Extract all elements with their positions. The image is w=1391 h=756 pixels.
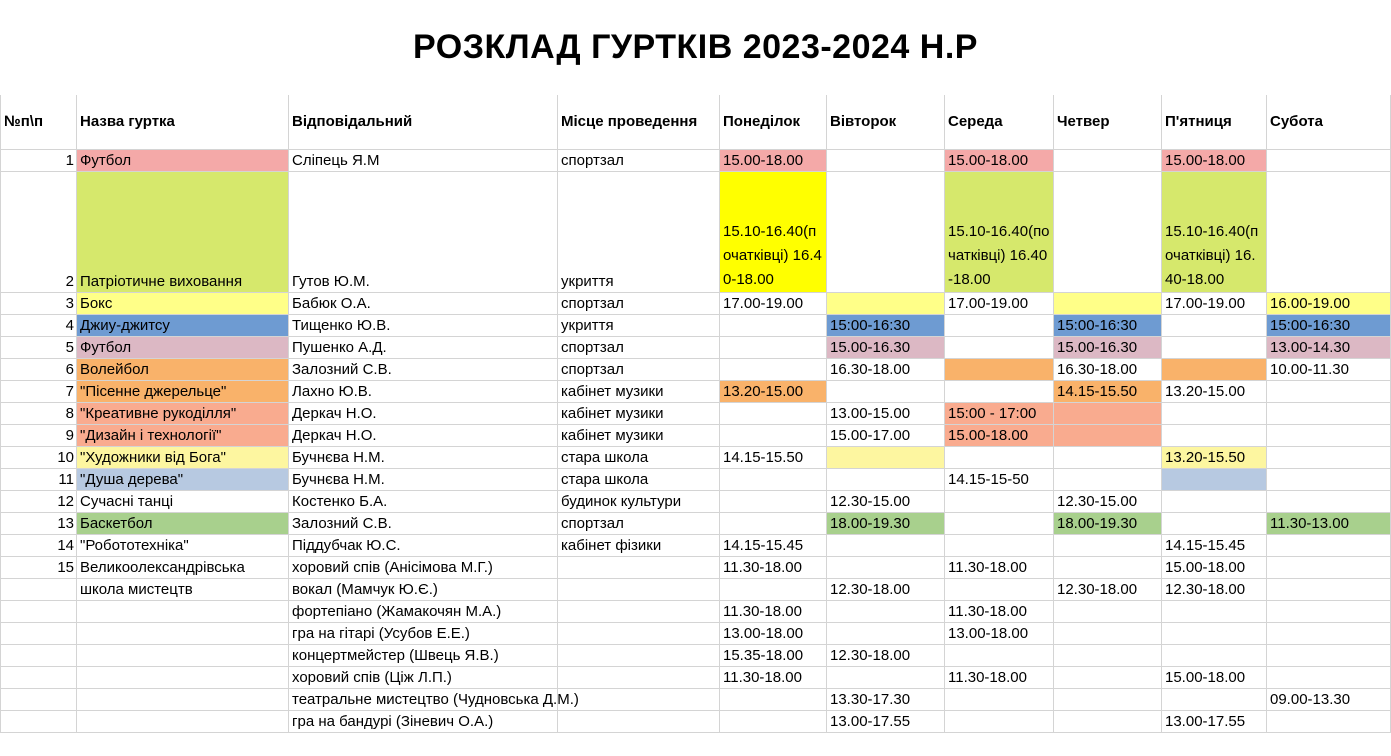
cell-wednesday[interactable]: 15:00 - 17:00 bbox=[945, 402, 1054, 424]
cell-thursday[interactable] bbox=[1054, 688, 1162, 710]
cell-saturday[interactable] bbox=[1267, 380, 1391, 402]
cell-friday[interactable] bbox=[1162, 314, 1267, 336]
cell-saturday[interactable] bbox=[1267, 424, 1391, 446]
cell-responsible[interactable]: гра на гітарі (Усубов Е.Е.) bbox=[289, 622, 558, 644]
cell-friday[interactable]: 13.20-15.50 bbox=[1162, 446, 1267, 468]
cell-responsible[interactable]: Бучнєва Н.М. bbox=[289, 446, 558, 468]
cell-responsible[interactable]: Костенко Б.А. bbox=[289, 490, 558, 512]
cell-monday[interactable] bbox=[720, 578, 827, 600]
cell-number[interactable] bbox=[1, 644, 77, 666]
cell-wednesday[interactable]: 14.15-15-50 bbox=[945, 468, 1054, 490]
cell-monday[interactable]: 14.15-15.50 bbox=[720, 446, 827, 468]
cell-number[interactable] bbox=[1, 710, 77, 732]
cell-friday[interactable]: 13.00-17.55 bbox=[1162, 710, 1267, 732]
cell-location[interactable] bbox=[558, 666, 720, 688]
cell-location[interactable]: кабінет музики bbox=[558, 424, 720, 446]
cell-tuesday[interactable]: 18.00-19.30 bbox=[827, 512, 945, 534]
cell-saturday[interactable]: 09.00-13.30 bbox=[1267, 688, 1391, 710]
cell-monday[interactable]: 11.30-18.00 bbox=[720, 556, 827, 578]
cell-location[interactable]: спортзал bbox=[558, 358, 720, 380]
cell-location[interactable]: спортзал bbox=[558, 292, 720, 314]
cell-thursday[interactable]: 16.30-18.00 bbox=[1054, 358, 1162, 380]
cell-thursday[interactable]: 18.00-19.30 bbox=[1054, 512, 1162, 534]
table-row bbox=[1, 149, 1391, 171]
cell-wednesday[interactable]: 17.00-19.00 bbox=[945, 292, 1054, 314]
cell-saturday[interactable] bbox=[1267, 149, 1391, 171]
cell-number[interactable]: 11 bbox=[1, 468, 77, 490]
table-row bbox=[1, 424, 1391, 446]
table-row bbox=[1, 314, 1391, 336]
cell-saturday[interactable] bbox=[1267, 446, 1391, 468]
table-row bbox=[1, 336, 1391, 358]
cell-number[interactable]: 9 bbox=[1, 424, 77, 446]
cell-location[interactable]: будинок культури bbox=[558, 490, 720, 512]
cell-tuesday[interactable] bbox=[827, 666, 945, 688]
cell-club-name[interactable]: "Художники від Бога" bbox=[77, 446, 289, 468]
cell-thursday[interactable]: 15:00-16:30 bbox=[1054, 314, 1162, 336]
cell-club-name[interactable] bbox=[77, 710, 289, 732]
cell-number[interactable]: 3 bbox=[1, 292, 77, 314]
table-row bbox=[1, 666, 1391, 688]
schedule-table bbox=[0, 95, 1391, 733]
cell-saturday[interactable] bbox=[1267, 490, 1391, 512]
cell-responsible[interactable]: Сліпець Я.М bbox=[289, 149, 558, 171]
cell-friday[interactable] bbox=[1162, 622, 1267, 644]
cell-club-name[interactable]: Сучасні танці bbox=[77, 490, 289, 512]
cell-responsible[interactable]: хоровий спів (Анісімова М.Г.) bbox=[289, 556, 558, 578]
cell-number[interactable]: 6 bbox=[1, 358, 77, 380]
table-row bbox=[1, 446, 1391, 468]
cell-responsible[interactable]: Тищенко Ю.В. bbox=[289, 314, 558, 336]
cell-location[interactable] bbox=[558, 710, 720, 732]
cell-number[interactable]: 13 bbox=[1, 512, 77, 534]
cell-thursday[interactable] bbox=[1054, 171, 1162, 292]
cell-friday[interactable] bbox=[1162, 358, 1267, 380]
cell-friday[interactable]: 17.00-19.00 bbox=[1162, 292, 1267, 314]
cell-responsible[interactable]: фортепіано (Жамакочян М.А.) bbox=[289, 600, 558, 622]
cell-friday[interactable] bbox=[1162, 424, 1267, 446]
cell-club-name[interactable]: Патріотичне виховання bbox=[77, 171, 289, 292]
cell-responsible[interactable]: Піддубчак Ю.С. bbox=[289, 534, 558, 556]
cell-number[interactable]: 2 bbox=[1, 171, 77, 292]
cell-location[interactable]: спортзал bbox=[558, 512, 720, 534]
cell-club-name[interactable]: Джиу-джитсу bbox=[77, 314, 289, 336]
column-header-responsible: Відповідальний bbox=[289, 95, 558, 149]
cell-thursday[interactable] bbox=[1054, 622, 1162, 644]
cell-friday[interactable] bbox=[1162, 688, 1267, 710]
cell-wednesday[interactable] bbox=[945, 644, 1054, 666]
cell-tuesday[interactable] bbox=[827, 600, 945, 622]
cell-wednesday[interactable] bbox=[945, 336, 1054, 358]
cell-club-name[interactable] bbox=[77, 600, 289, 622]
cell-saturday[interactable] bbox=[1267, 556, 1391, 578]
cell-tuesday[interactable] bbox=[827, 380, 945, 402]
cell-wednesday[interactable]: 13.00-18.00 bbox=[945, 622, 1054, 644]
cell-tuesday[interactable]: 12.30-18.00 bbox=[827, 644, 945, 666]
cell-location[interactable]: кабінет фізики bbox=[558, 534, 720, 556]
cell-saturday[interactable] bbox=[1267, 710, 1391, 732]
cell-wednesday[interactable] bbox=[945, 710, 1054, 732]
cell-responsible[interactable]: Гутов Ю.М. bbox=[289, 171, 558, 292]
table-row bbox=[1, 358, 1391, 380]
cell-tuesday[interactable]: 12.30-18.00 bbox=[827, 578, 945, 600]
table-row bbox=[1, 578, 1391, 600]
table-row bbox=[1, 171, 1391, 292]
table-row bbox=[1, 512, 1391, 534]
table-row bbox=[1, 468, 1391, 490]
cell-friday[interactable]: 15.00-18.00 bbox=[1162, 556, 1267, 578]
cell-wednesday[interactable] bbox=[945, 358, 1054, 380]
cell-thursday[interactable] bbox=[1054, 556, 1162, 578]
cell-monday[interactable] bbox=[720, 402, 827, 424]
cell-thursday[interactable] bbox=[1054, 666, 1162, 688]
cell-saturday[interactable] bbox=[1267, 171, 1391, 292]
table-row bbox=[1, 622, 1391, 644]
cell-location[interactable] bbox=[558, 578, 720, 600]
cell-number[interactable] bbox=[1, 600, 77, 622]
cell-saturday[interactable] bbox=[1267, 600, 1391, 622]
cell-responsible[interactable]: театральне мистецтво (Чудновська Д.М.) bbox=[289, 688, 558, 710]
cell-club-name[interactable]: "Душа дерева" bbox=[77, 468, 289, 490]
cell-tuesday[interactable] bbox=[827, 171, 945, 292]
cell-monday[interactable] bbox=[720, 314, 827, 336]
cell-monday[interactable]: 13.00-18.00 bbox=[720, 622, 827, 644]
cell-tuesday[interactable]: 16.30-18.00 bbox=[827, 358, 945, 380]
cell-location[interactable]: укриття bbox=[558, 314, 720, 336]
cell-wednesday[interactable] bbox=[945, 512, 1054, 534]
cell-number[interactable] bbox=[1, 688, 77, 710]
cell-tuesday[interactable]: 13.30-17.30 bbox=[827, 688, 945, 710]
cell-friday[interactable]: 14.15-15.45 bbox=[1162, 534, 1267, 556]
column-header-friday: П'ятниця bbox=[1162, 95, 1267, 149]
column-header-location: Місце проведення bbox=[558, 95, 720, 149]
column-header-club-name: Назва гуртка bbox=[77, 95, 289, 149]
table-row bbox=[1, 600, 1391, 622]
cell-tuesday[interactable]: 12.30-15.00 bbox=[827, 490, 945, 512]
cell-wednesday[interactable] bbox=[945, 688, 1054, 710]
cell-location[interactable] bbox=[558, 622, 720, 644]
cell-thursday[interactable]: 12.30-15.00 bbox=[1054, 490, 1162, 512]
cell-friday[interactable]: 13.20-15.00 bbox=[1162, 380, 1267, 402]
cell-wednesday[interactable] bbox=[945, 534, 1054, 556]
column-header-monday: Понеділок bbox=[720, 95, 827, 149]
cell-thursday[interactable]: 14.15-15.50 bbox=[1054, 380, 1162, 402]
table-row bbox=[1, 490, 1391, 512]
cell-responsible[interactable]: Лахно Ю.В. bbox=[289, 380, 558, 402]
cell-location[interactable]: стара школа bbox=[558, 468, 720, 490]
cell-tuesday[interactable]: 15.00-17.00 bbox=[827, 424, 945, 446]
cell-responsible[interactable]: гра на бандурі (Зіневич О.А.) bbox=[289, 710, 558, 732]
cell-club-name[interactable]: школа мистецтв bbox=[77, 578, 289, 600]
cell-thursday[interactable] bbox=[1054, 600, 1162, 622]
cell-saturday[interactable] bbox=[1267, 666, 1391, 688]
cell-friday[interactable] bbox=[1162, 600, 1267, 622]
cell-monday[interactable] bbox=[720, 512, 827, 534]
cell-friday[interactable] bbox=[1162, 490, 1267, 512]
cell-saturday[interactable] bbox=[1267, 468, 1391, 490]
cell-responsible[interactable]: вокал (Мамчук Ю.Є.) bbox=[289, 578, 558, 600]
cell-location[interactable]: кабінет музики bbox=[558, 380, 720, 402]
table-row bbox=[1, 556, 1391, 578]
cell-saturday[interactable]: 15:00-16:30 bbox=[1267, 314, 1391, 336]
cell-thursday[interactable] bbox=[1054, 468, 1162, 490]
cell-tuesday[interactable] bbox=[827, 556, 945, 578]
cell-wednesday[interactable]: 11.30-18.00 bbox=[945, 556, 1054, 578]
cell-location[interactable]: спортзал bbox=[558, 336, 720, 358]
cell-tuesday[interactable]: 13.00-17.55 bbox=[827, 710, 945, 732]
cell-wednesday[interactable]: 11.30-18.00 bbox=[945, 666, 1054, 688]
cell-wednesday[interactable]: 15.10-16.40(початківці) 16.40-18.00 bbox=[945, 171, 1054, 292]
cell-monday[interactable] bbox=[720, 710, 827, 732]
table-row bbox=[1, 402, 1391, 424]
cell-responsible[interactable]: Залозний С.В. bbox=[289, 358, 558, 380]
column-header-saturday: Субота bbox=[1267, 95, 1391, 149]
column-header-tuesday: Вівторок bbox=[827, 95, 945, 149]
cell-club-name[interactable] bbox=[77, 622, 289, 644]
cell-monday[interactable]: 11.30-18.00 bbox=[720, 666, 827, 688]
cell-monday[interactable]: 13.20-15.00 bbox=[720, 380, 827, 402]
cell-club-name[interactable]: "Пісенне джерельце" bbox=[77, 380, 289, 402]
table-row bbox=[1, 380, 1391, 402]
cell-thursday[interactable]: 15.00-16.30 bbox=[1054, 336, 1162, 358]
cell-tuesday[interactable] bbox=[827, 149, 945, 171]
cell-wednesday[interactable] bbox=[945, 380, 1054, 402]
cell-thursday[interactable] bbox=[1054, 534, 1162, 556]
cell-location[interactable]: кабінет музики bbox=[558, 402, 720, 424]
cell-wednesday[interactable] bbox=[945, 578, 1054, 600]
table-row bbox=[1, 292, 1391, 314]
cell-monday[interactable]: 17.00-19.00 bbox=[720, 292, 827, 314]
cell-wednesday[interactable]: 11.30-18.00 bbox=[945, 600, 1054, 622]
cell-number[interactable]: 15 bbox=[1, 556, 77, 578]
cell-club-name[interactable]: Волейбол bbox=[77, 358, 289, 380]
cell-club-name[interactable] bbox=[77, 644, 289, 666]
cell-location[interactable] bbox=[558, 600, 720, 622]
cell-saturday[interactable] bbox=[1267, 622, 1391, 644]
cell-club-name[interactable]: "Робототехніка" bbox=[77, 534, 289, 556]
cell-number[interactable]: 8 bbox=[1, 402, 77, 424]
cell-number[interactable]: 10 bbox=[1, 446, 77, 468]
cell-tuesday[interactable]: 15.00-16.30 bbox=[827, 336, 945, 358]
cell-monday[interactable] bbox=[720, 336, 827, 358]
cell-location[interactable]: спортзал bbox=[558, 149, 720, 171]
cell-thursday[interactable] bbox=[1054, 710, 1162, 732]
cell-friday[interactable]: 15.00-18.00 bbox=[1162, 149, 1267, 171]
cell-number[interactable]: 12 bbox=[1, 490, 77, 512]
cell-friday[interactable]: 15.10-16.40(початківці) 16.40-18.00 bbox=[1162, 171, 1267, 292]
cell-club-name[interactable]: Баскетбол bbox=[77, 512, 289, 534]
cell-saturday[interactable] bbox=[1267, 644, 1391, 666]
cell-monday[interactable]: 15.10-16.40(початківці) 16.40-18.00 bbox=[720, 171, 827, 292]
cell-tuesday[interactable]: 13.00-15.00 bbox=[827, 402, 945, 424]
cell-tuesday[interactable] bbox=[827, 622, 945, 644]
cell-responsible[interactable]: Залозний С.В. bbox=[289, 512, 558, 534]
cell-number[interactable]: 14 bbox=[1, 534, 77, 556]
cell-number[interactable] bbox=[1, 666, 77, 688]
cell-monday[interactable]: 15.00-18.00 bbox=[720, 149, 827, 171]
cell-number[interactable] bbox=[1, 622, 77, 644]
cell-wednesday[interactable]: 15.00-18.00 bbox=[945, 424, 1054, 446]
cell-number[interactable]: 1 bbox=[1, 149, 77, 171]
cell-thursday[interactable] bbox=[1054, 292, 1162, 314]
column-header-thursday: Четвер bbox=[1054, 95, 1162, 149]
cell-thursday[interactable] bbox=[1054, 402, 1162, 424]
cell-saturday[interactable]: 13.00-14.30 bbox=[1267, 336, 1391, 358]
cell-friday[interactable]: 12.30-18.00 bbox=[1162, 578, 1267, 600]
cell-responsible[interactable]: Бучнєва Н.М. bbox=[289, 468, 558, 490]
cell-wednesday[interactable] bbox=[945, 490, 1054, 512]
cell-monday[interactable] bbox=[720, 490, 827, 512]
cell-club-name[interactable]: "Дизайн і технології" bbox=[77, 424, 289, 446]
cell-tuesday[interactable] bbox=[827, 292, 945, 314]
cell-responsible[interactable]: Бабюк О.А. bbox=[289, 292, 558, 314]
page-title: РОЗКЛАД ГУРТКІВ 2023-2024 Н.Р bbox=[413, 28, 978, 66]
cell-friday[interactable] bbox=[1162, 336, 1267, 358]
cell-wednesday[interactable] bbox=[945, 314, 1054, 336]
cell-location[interactable]: стара школа bbox=[558, 446, 720, 468]
cell-saturday[interactable]: 10.00-11.30 bbox=[1267, 358, 1391, 380]
cell-number[interactable]: 7 bbox=[1, 380, 77, 402]
cell-tuesday[interactable]: 15:00-16:30 bbox=[827, 314, 945, 336]
cell-responsible[interactable]: Деркач Н.О. bbox=[289, 402, 558, 424]
cell-club-name[interactable] bbox=[77, 688, 289, 710]
cell-monday[interactable] bbox=[720, 358, 827, 380]
cell-location[interactable] bbox=[558, 644, 720, 666]
schedule-sheet bbox=[0, 95, 1391, 733]
cell-club-name[interactable] bbox=[77, 666, 289, 688]
cell-friday[interactable] bbox=[1162, 644, 1267, 666]
cell-thursday[interactable] bbox=[1054, 149, 1162, 171]
cell-saturday[interactable] bbox=[1267, 402, 1391, 424]
cell-club-name[interactable]: "Креативне рукоділля" bbox=[77, 402, 289, 424]
cell-monday[interactable] bbox=[720, 468, 827, 490]
cell-responsible[interactable]: Деркач Н.О. bbox=[289, 424, 558, 446]
cell-number[interactable] bbox=[1, 578, 77, 600]
cell-tuesday[interactable] bbox=[827, 468, 945, 490]
cell-number[interactable]: 4 bbox=[1, 314, 77, 336]
cell-wednesday[interactable]: 15.00-18.00 bbox=[945, 149, 1054, 171]
cell-friday[interactable] bbox=[1162, 402, 1267, 424]
cell-friday[interactable]: 15.00-18.00 bbox=[1162, 666, 1267, 688]
cell-monday[interactable]: 11.30-18.00 bbox=[720, 600, 827, 622]
table-row bbox=[1, 688, 1391, 710]
cell-monday[interactable]: 15.35-18.00 bbox=[720, 644, 827, 666]
cell-saturday[interactable] bbox=[1267, 534, 1391, 556]
table-row bbox=[1, 534, 1391, 556]
cell-responsible[interactable]: концертмейстер (Швець Я.В.) bbox=[289, 644, 558, 666]
cell-club-name[interactable]: Футбол bbox=[77, 149, 289, 171]
column-header-number: №п\п bbox=[1, 95, 77, 149]
cell-friday[interactable] bbox=[1162, 512, 1267, 534]
cell-thursday[interactable] bbox=[1054, 424, 1162, 446]
cell-thursday[interactable] bbox=[1054, 644, 1162, 666]
cell-monday[interactable]: 14.15-15.45 bbox=[720, 534, 827, 556]
column-header-wednesday: Середа bbox=[945, 95, 1054, 149]
cell-location[interactable] bbox=[558, 556, 720, 578]
cell-tuesday[interactable] bbox=[827, 534, 945, 556]
cell-monday[interactable] bbox=[720, 424, 827, 446]
cell-location[interactable]: укриття bbox=[558, 171, 720, 292]
cell-wednesday[interactable] bbox=[945, 446, 1054, 468]
cell-saturday[interactable]: 11.30-13.00 bbox=[1267, 512, 1391, 534]
cell-club-name[interactable]: Бокс bbox=[77, 292, 289, 314]
table-row bbox=[1, 710, 1391, 732]
header-row bbox=[1, 95, 1391, 149]
cell-responsible[interactable]: Пушенко А.Д. bbox=[289, 336, 558, 358]
cell-thursday[interactable] bbox=[1054, 446, 1162, 468]
cell-monday[interactable] bbox=[720, 688, 827, 710]
cell-friday[interactable] bbox=[1162, 468, 1267, 490]
cell-responsible[interactable]: хоровий спів (Ціж Л.П.) bbox=[289, 666, 558, 688]
cell-location[interactable] bbox=[558, 688, 720, 710]
cell-saturday[interactable]: 16.00-19.00 bbox=[1267, 292, 1391, 314]
table-row bbox=[1, 644, 1391, 666]
cell-tuesday[interactable] bbox=[827, 446, 945, 468]
cell-saturday[interactable] bbox=[1267, 578, 1391, 600]
cell-club-name[interactable]: Великоолександрівська bbox=[77, 556, 289, 578]
cell-club-name[interactable]: Футбол bbox=[77, 336, 289, 358]
cell-thursday[interactable]: 12.30-18.00 bbox=[1054, 578, 1162, 600]
cell-number[interactable]: 5 bbox=[1, 336, 77, 358]
